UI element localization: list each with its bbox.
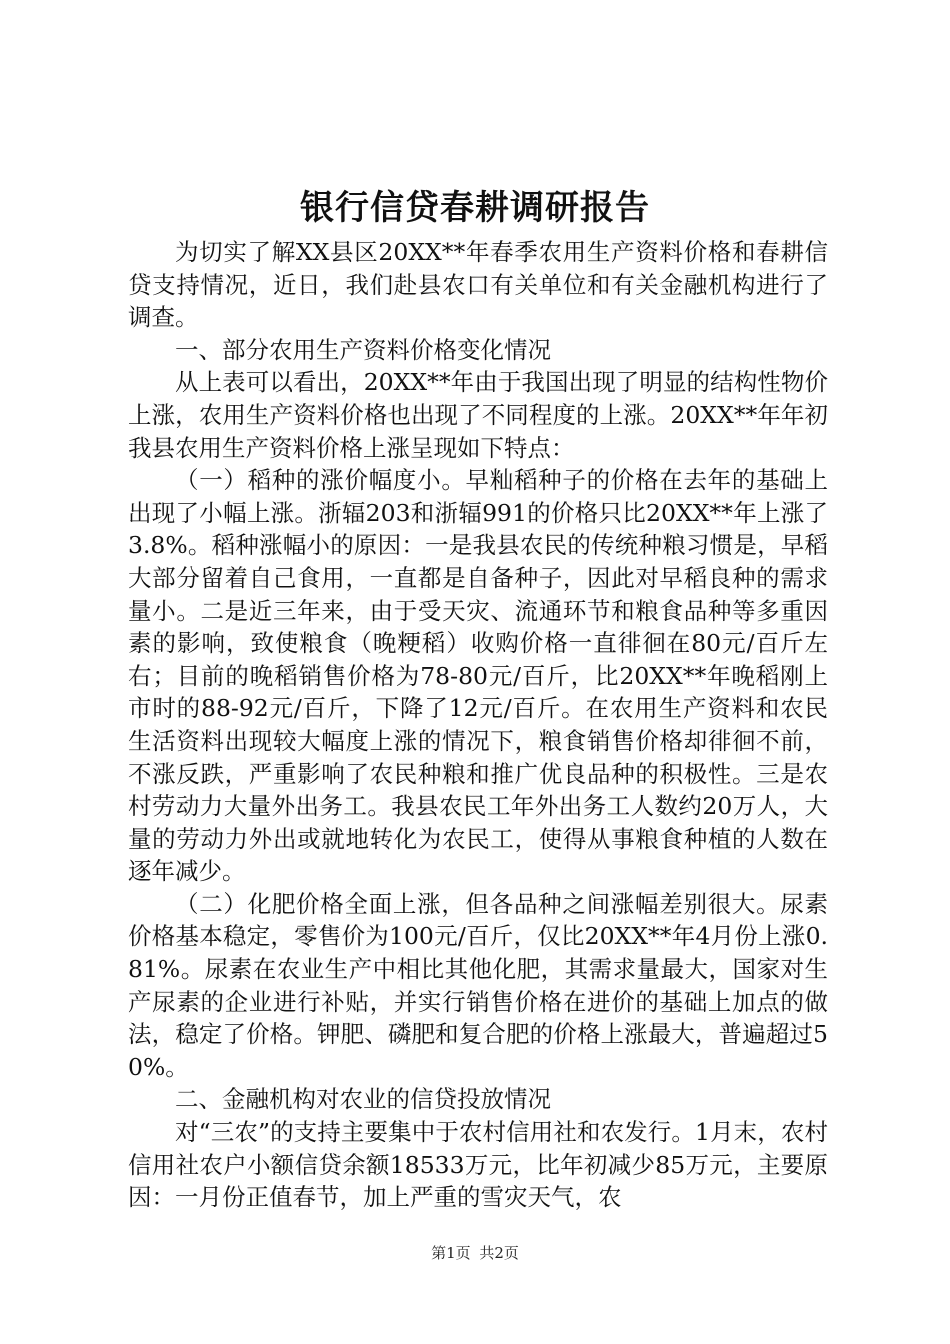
subsection-fertilizer: （二）化肥价格全面上涨，但各品种之间涨幅差别很大。尿素价格基本稳定，零售价为100元/百斤，仅比20XX**年4月份上涨0.81%。尿素在农业生产中相比其他化肥，其需求量最大，国家对生产尿素的企业进行补贴，并实行销售价格在进价的基础上加点的做法，稳定了价格。钾肥、磷肥和复合肥的价格上涨最大，普遍超过50%。 [128, 889, 828, 1081]
document-title: 银行信贷春耕调研报告 [300, 188, 650, 228]
page-footer [0, 1243, 950, 1263]
body-paragraph: 从上表可以看出，20XX**年由于我国出现了明显的结构性物价上涨，农用生产资料价格也出现了不同程度的上涨。20XX**年年初我县农用生产资料价格上涨呈现如下特点： [128, 368, 828, 462]
section-heading-2: 二、金融机构对农业的信贷投放情况 [175, 1085, 551, 1114]
page-total: 共2页 [479, 1244, 519, 1262]
document-body [128, 236, 828, 1214]
section-heading-1: 一、部分农用生产资料价格变化情况 [175, 335, 551, 364]
page-number: 第1页 [431, 1244, 471, 1262]
intro-paragraph: 为切实了解XX县区20XX**年春季农用生产资料价格和春耕信贷支持情况，近日，我们赴县农口有关单位和有关金融机构进行了调查。 [128, 238, 828, 332]
body-paragraph-credit: 对“三农”的支持主要集中于农村信用社和农发行。1月末，农村信用社农户小额信贷余额18533万元，比年初减少85万元，主要原因：一月份正值春节，加上严重的雪灾天气，农 [128, 1118, 828, 1212]
subsection-rice-seed: （一）稻种的涨价幅度小。早籼稻种子的价格在去年的基础上出现了小幅上涨。浙辐203和浙辐991的价格只比20XX**年上涨了3.8%。稻种涨幅小的原因：一是我县农民的传统种粮习惯是，早稻大部分留着自己食用，一直都是自备种子，因此对早稻良种的需求量小。二是近三年来，由于受天灾、流通环节和粮食品种等多重因素的影响，致使粮食（晚粳稻）收购价格一直徘徊在80元/百斤左右；目前的晚稻销售价格为78-80元/百斤，比20XX**年晚稻刚上市时的88-92元/百斤，下降了12元/百斤。在农用生产资料和农民生活资料出现较大幅度上涨的情况下，粮食销售价格却徘徊不前，不涨反跌，严重影响了农民种粮和推广优良品种的积极性。三是农村劳动力大量外出务工。我县农民工年外出务工人数约20万人，大量的劳动力外出或就地转化为农民工，使得从事粮食种植的人数在逐年减少。 [128, 466, 828, 886]
